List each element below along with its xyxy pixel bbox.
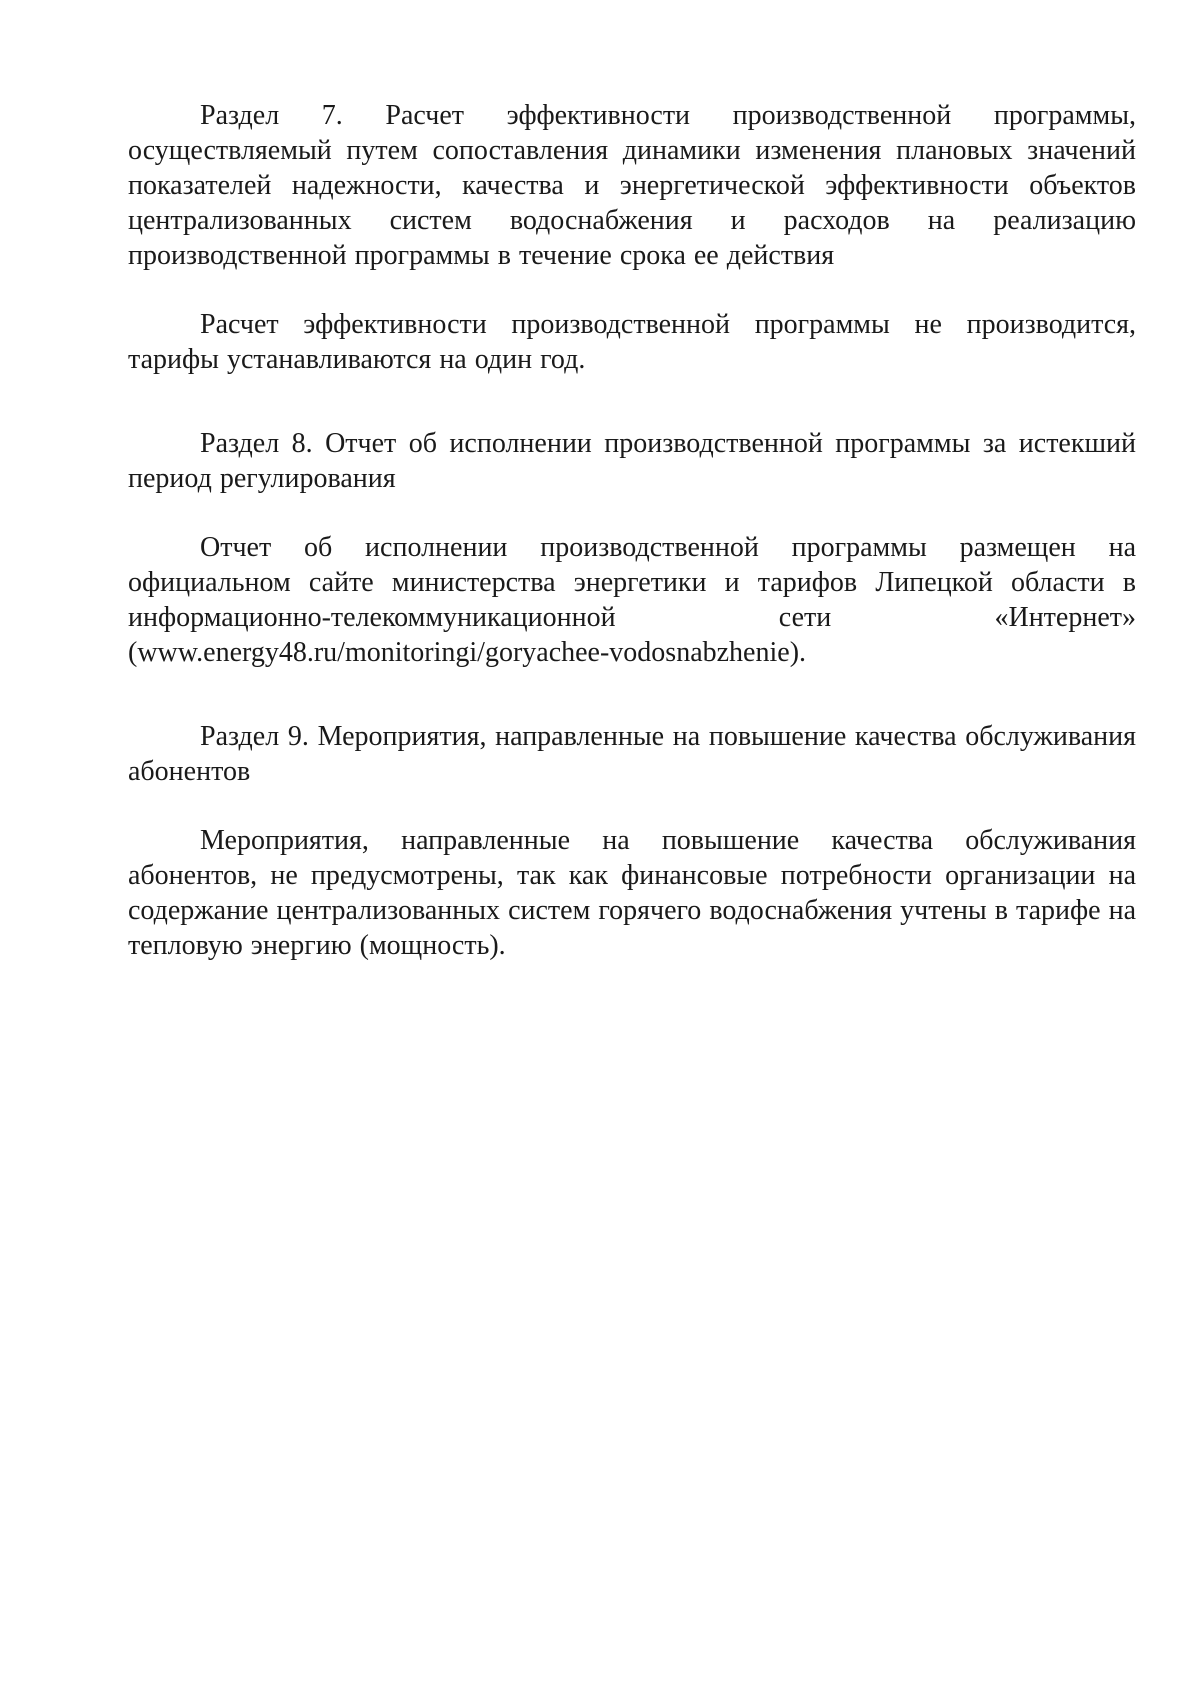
section-8-heading: Раздел 8. Отчет об исполнении производственной программы за истекший период регулирования (128, 428, 1136, 494)
section-7-heading: Раздел 7. Расчет эффективности производственной программы, осуществляемый путем сопоставления динамики изменения плановых значений показателей надежности, качества и энергетической эффективности объектов централизованных систем водоснабжения и расходов на реализацию производственной программы в течение срока ее действия (128, 100, 1136, 271)
spacer (128, 496, 1136, 530)
section-8-body: Отчет об исполнении производственной программы размещен на официальном сайте министерства энергетики и тарифов Липецкой области в информационно-телекоммуникационной сети «Интернет» (www.energy48.ru/monitoringi/goryachee-vodosnabzhenie). (128, 532, 1136, 668)
section-9-body: Мероприятия, направленные на повышение качества обслуживания абонентов, не предусмотрены, так как финансовые потребности организации на содержание централизованных систем горячего водоснабжения учтены в тарифе на тепловую энергию (мощность). (128, 825, 1136, 961)
spacer (128, 377, 1136, 426)
section-7-body: Расчет эффективности производственной программы не производится, тарифы устанавливаются на один год. (128, 309, 1136, 375)
spacer (128, 273, 1136, 307)
spacer (128, 789, 1136, 823)
section-9-heading: Раздел 9. Мероприятия, направленные на повышение качества обслуживания абонентов (128, 721, 1136, 787)
spacer (128, 670, 1136, 719)
document-body (128, 98, 1136, 963)
